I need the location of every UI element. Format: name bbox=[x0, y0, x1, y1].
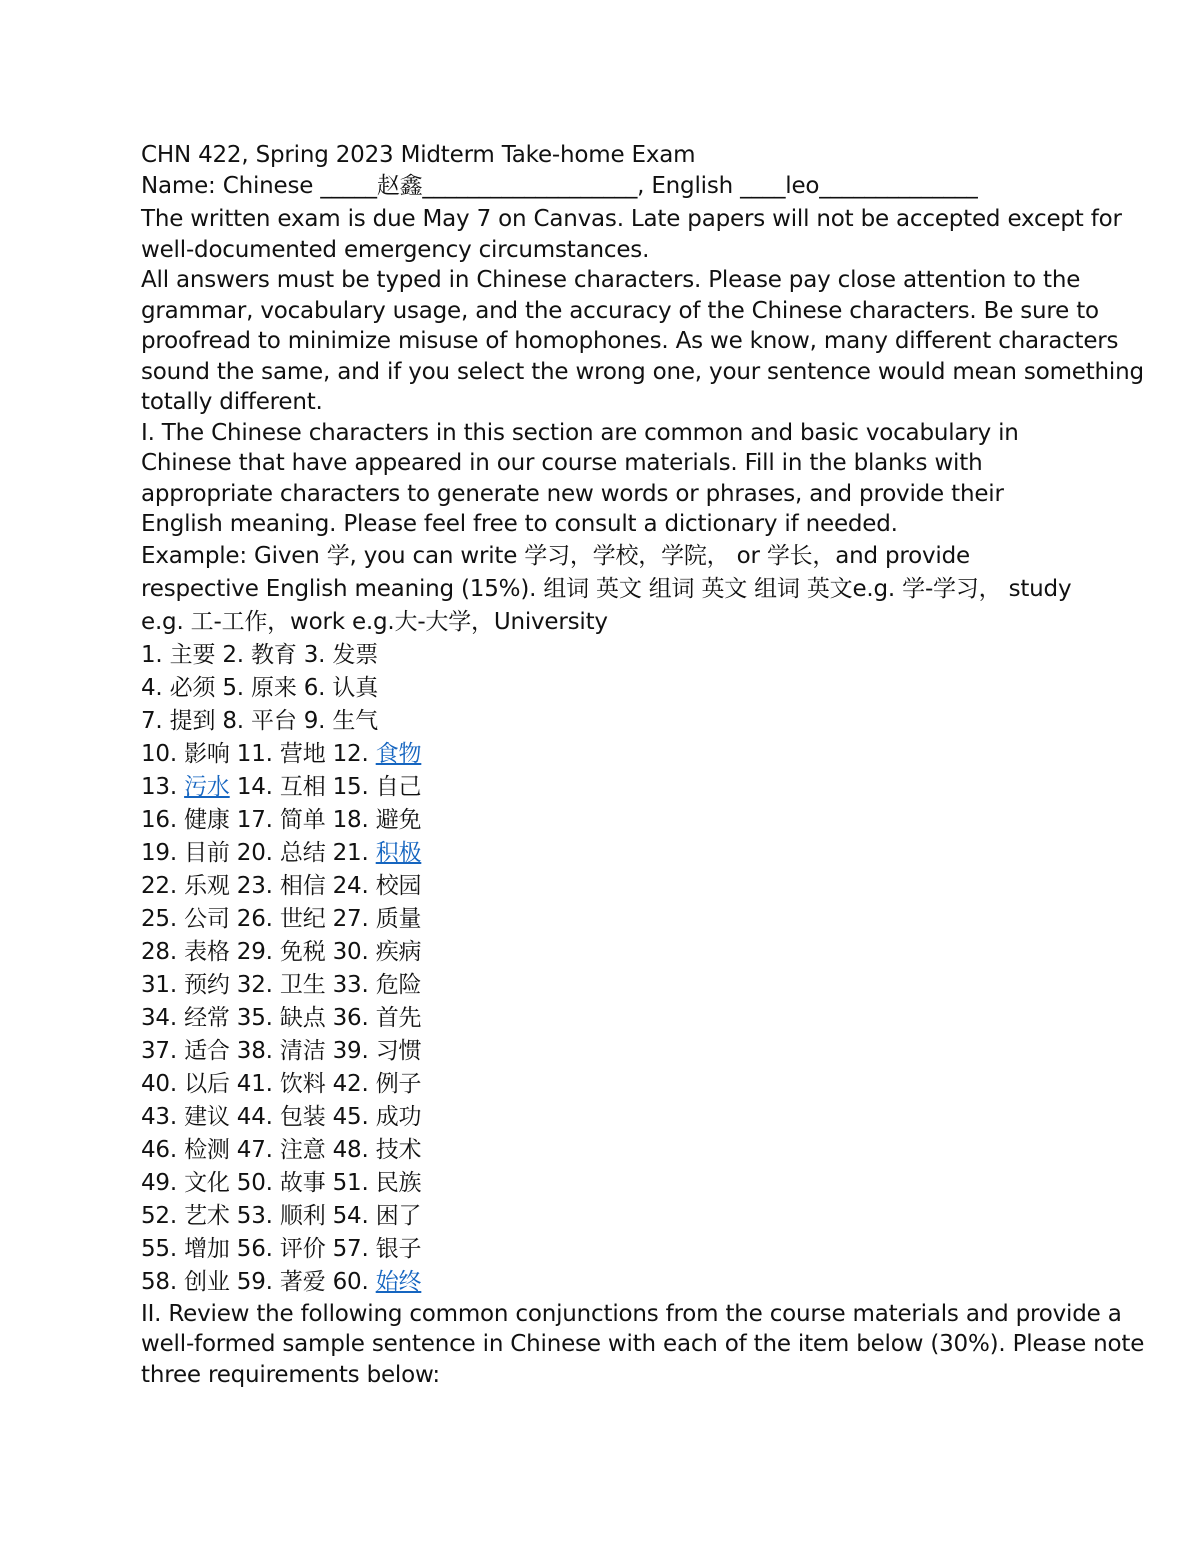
vocab-link[interactable]: 积极 bbox=[375, 839, 422, 866]
vocab-row bbox=[141, 837, 1071, 870]
text-line: The written exam is due May 7 on Canvas. Late papers will not be accepted except for bbox=[141, 206, 1122, 232]
vocab-row bbox=[141, 1068, 1071, 1101]
text-line: well-formed sample sentence in Chinese with each of the item below (30%). Please note bbox=[141, 1331, 1145, 1357]
vocab-row bbox=[141, 1233, 1071, 1266]
vocab-text: 1. 主要 2. 教育 3. 发票 bbox=[141, 641, 378, 668]
vocab-row bbox=[141, 1101, 1071, 1134]
vocab-row bbox=[141, 705, 1071, 738]
text-line: II. Review the following common conjunctions from the course materials and provide a bbox=[141, 1300, 1122, 1327]
vocab-text: 37. 适合 38. 清洁 39. 习惯 bbox=[141, 1037, 422, 1064]
text-line: Chinese that have appeared in our course materials. Fill in the blanks with bbox=[141, 450, 983, 476]
vocab-text: 25. 公司 26. 世纪 27. 质量 bbox=[141, 905, 422, 932]
text-line: appropriate characters to generate new words or phrases, and provide their bbox=[141, 480, 1004, 507]
text-line: I. The Chinese characters in this section are common and basic vocabulary in bbox=[141, 419, 1019, 446]
text-line: sound the same, and if you select the wrong one, your sentence would mean something bbox=[141, 358, 1144, 385]
instructions-due-date bbox=[141, 204, 1122, 265]
text-line: e.g. 工-工作，work e.g.大-大学，University bbox=[141, 608, 608, 635]
text-line: proofread to minimize misuse of homophones. As we know, many different characters bbox=[141, 328, 1119, 354]
vocab-text: 7. 提到 8. 平台 9. 生气 bbox=[141, 707, 378, 734]
vocab-text: 13. bbox=[141, 773, 185, 800]
vocab-list bbox=[141, 639, 1071, 1299]
section-one-instructions bbox=[141, 418, 1071, 540]
vocab-row bbox=[141, 1167, 1071, 1200]
vocab-row bbox=[141, 1002, 1071, 1035]
vocab-text: 40. 以后 41. 饮料 42. 例子 bbox=[141, 1070, 422, 1097]
vocab-text: 19. 目前 20. 总结 21. bbox=[141, 839, 376, 866]
vocab-row bbox=[141, 903, 1071, 936]
text-line: respective English meaning (15%). 组词 英文 组词 英文 组词 英文e.g. 学-学习， study bbox=[141, 575, 1072, 602]
vocab-row bbox=[141, 936, 1071, 969]
vocab-text: 34. 经常 35. 缺点 36. 首先 bbox=[141, 1004, 422, 1031]
vocab-link[interactable]: 污水 bbox=[184, 773, 230, 800]
vocab-text: 4. 必须 5. 原来 6. 认真 bbox=[141, 674, 378, 701]
vocab-text: 49. 文化 50. 故事 51. 民族 bbox=[141, 1169, 422, 1196]
name-line: Name: Chinese _____赵鑫___________________, English ____leo______________ bbox=[141, 172, 978, 199]
text-line: English meaning. Please feel free to consult a dictionary if needed. bbox=[141, 511, 898, 537]
vocab-text: 28. 表格 29. 免税 30. 疾病 bbox=[141, 938, 422, 965]
vocab-text: 31. 预约 32. 卫生 33. 危险 bbox=[141, 971, 422, 998]
section-two-instructions bbox=[141, 1299, 1145, 1391]
vocab-row bbox=[141, 738, 1071, 771]
text-line: All answers must be typed in Chinese characters. Please pay close attention to the bbox=[141, 267, 1081, 293]
text-line: totally different. bbox=[141, 389, 323, 415]
vocab-text: 58. 创业 59. 著爱 60. bbox=[141, 1268, 376, 1295]
document-body bbox=[141, 140, 1145, 1390]
instructions-characters bbox=[141, 265, 1144, 418]
vocab-link[interactable]: 始终 bbox=[375, 1268, 422, 1295]
vocab-text: 16. 健康 17. 简单 18. 避免 bbox=[141, 806, 422, 833]
vocab-text: 14. 互相 15. 自己 bbox=[229, 773, 422, 800]
vocab-text: 10. 影响 11. 营地 12. bbox=[141, 740, 376, 767]
vocab-row bbox=[141, 1134, 1071, 1167]
vocab-row bbox=[141, 1035, 1071, 1068]
vocab-row bbox=[141, 1200, 1071, 1233]
text-line: grammar, vocabulary usage, and the accuracy of the Chinese characters. Be sure to bbox=[141, 297, 1099, 324]
vocab-row bbox=[141, 1266, 1071, 1299]
text-line: three requirements below: bbox=[141, 1361, 440, 1388]
vocab-row bbox=[141, 804, 1071, 837]
vocab-text: 52. 艺术 53. 顺利 54. 困了 bbox=[141, 1202, 422, 1229]
vocab-row bbox=[141, 870, 1071, 903]
vocab-row bbox=[141, 969, 1071, 1002]
vocab-link[interactable]: 食物 bbox=[375, 740, 422, 767]
vocab-text: 46. 检测 47. 注意 48. 技术 bbox=[141, 1136, 422, 1163]
vocab-text: 43. 建议 44. 包装 45. 成功 bbox=[141, 1103, 422, 1130]
text-line: well-documented emergency circumstances. bbox=[141, 236, 650, 263]
vocab-text: 55. 增加 56. 评价 57. 银子 bbox=[141, 1235, 422, 1262]
exam-title: CHN 422, Spring 2023 Midterm Take-home Exam bbox=[141, 142, 696, 168]
vocab-row bbox=[141, 639, 1071, 672]
text-line: Example: Given 学, you can write 学习，学校，学院， or 学长，and provide bbox=[141, 542, 970, 569]
vocab-row bbox=[141, 771, 1071, 804]
vocab-row bbox=[141, 672, 1071, 705]
example-block bbox=[141, 540, 1071, 639]
vocab-text: 22. 乐观 23. 相信 24. 校园 bbox=[141, 872, 422, 899]
